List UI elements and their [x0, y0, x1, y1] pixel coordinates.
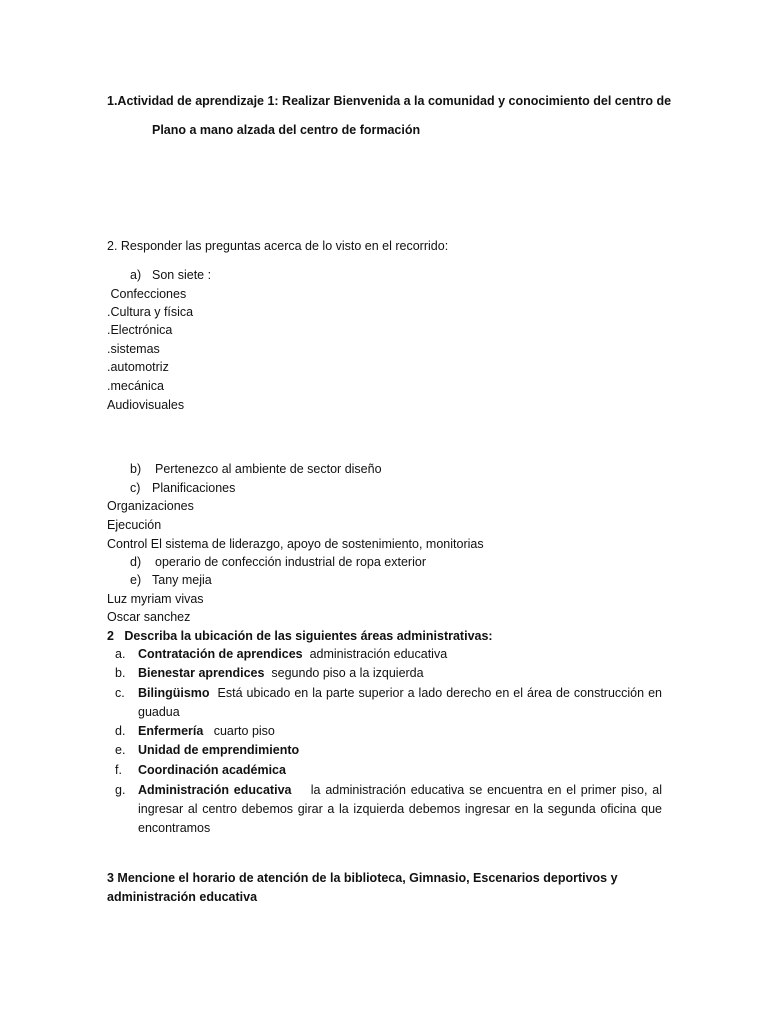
areas-heading: 2 Describa la ubicación de las siguientes áreas administrativas:: [107, 629, 493, 643]
area-label: Enfermería: [138, 724, 204, 738]
answer-a-marker: a): [130, 268, 142, 282]
schedule-question-line-1: 3 Mencione el horario de atención de la biblioteca, Gimnasio, Escenarios deportivos y: [107, 871, 618, 885]
answer-d-marker: d): [130, 555, 142, 569]
area-label: Contratación de aprendices: [138, 647, 303, 661]
area-label: Administración educativa: [138, 783, 292, 797]
list-item: Ejecución: [107, 518, 162, 532]
area-text: Está ubicado en la parte superior a lado derecho en el área de construcción en guadua: [138, 686, 666, 719]
answer-a-text: Son siete :: [152, 268, 212, 282]
list-item: Audiovisuales: [107, 398, 185, 412]
answer-c-text: Planificaciones: [152, 481, 236, 495]
area-label: Coordinación académica: [138, 763, 286, 777]
area-text: cuarto piso: [203, 724, 275, 738]
area-label: Bilingüismo: [138, 686, 210, 700]
area-item: [138, 684, 666, 722]
area-item: [138, 722, 662, 741]
area-marker: f.: [115, 763, 122, 777]
sketch-subheading: Plano a mano alzada del centro de formación: [152, 123, 421, 137]
area-text: segundo piso a la izquierda: [264, 666, 424, 680]
activity-heading: 1.Actividad de aprendizaje 1: Realizar Bienvenida a la comunidad y conocimiento del centro de: [107, 94, 672, 108]
area-item: [138, 645, 662, 664]
area-item: [138, 781, 666, 838]
answer-b-marker: b): [130, 462, 142, 476]
list-item: .automotriz: [107, 360, 169, 374]
area-marker: e.: [115, 743, 126, 757]
list-item: Luz myriam vivas: [107, 592, 204, 606]
area-label: Unidad de emprendimiento: [138, 743, 300, 757]
area-label: Bienestar aprendices: [138, 666, 265, 680]
questions-heading: 2. Responder las preguntas acerca de lo visto en el recorrido:: [107, 239, 449, 253]
answer-e-text: Tany mejia: [152, 573, 212, 587]
answer-b-text: Pertenezco al ambiente de sector diseño: [155, 462, 382, 476]
area-item: [138, 761, 662, 780]
area-marker: d.: [115, 724, 126, 738]
area-marker: a.: [115, 647, 126, 661]
area-marker: c.: [115, 686, 125, 700]
schedule-question-line-2: administración educativa: [107, 890, 258, 904]
area-text: la administración educativa se encuentra en el primer piso, al ingresar al centro debemos girar a la izquierda debemos ingresar en la segunda oficina que encontramos: [138, 783, 666, 835]
area-text: administración educativa: [302, 647, 448, 661]
area-item: [138, 741, 662, 760]
list-item: .mecánica: [107, 379, 164, 393]
list-item: Confecciones: [107, 287, 187, 301]
list-item: .Electrónica: [107, 323, 173, 337]
area-marker: g.: [115, 783, 126, 797]
area-marker: b.: [115, 666, 126, 680]
list-item: Oscar sanchez: [107, 610, 191, 624]
list-item: .sistemas: [107, 342, 160, 356]
list-item: Organizaciones: [107, 499, 194, 513]
area-item: [138, 664, 662, 683]
answer-e-marker: e): [130, 573, 142, 587]
answer-d-text: operario de confección industrial de ropa exterior: [155, 555, 426, 569]
answer-c-marker: c): [130, 481, 141, 495]
list-item: Control El sistema de liderazgo, apoyo de sostenimiento, monitorias: [107, 537, 484, 551]
list-item: .Cultura y física: [107, 305, 194, 319]
